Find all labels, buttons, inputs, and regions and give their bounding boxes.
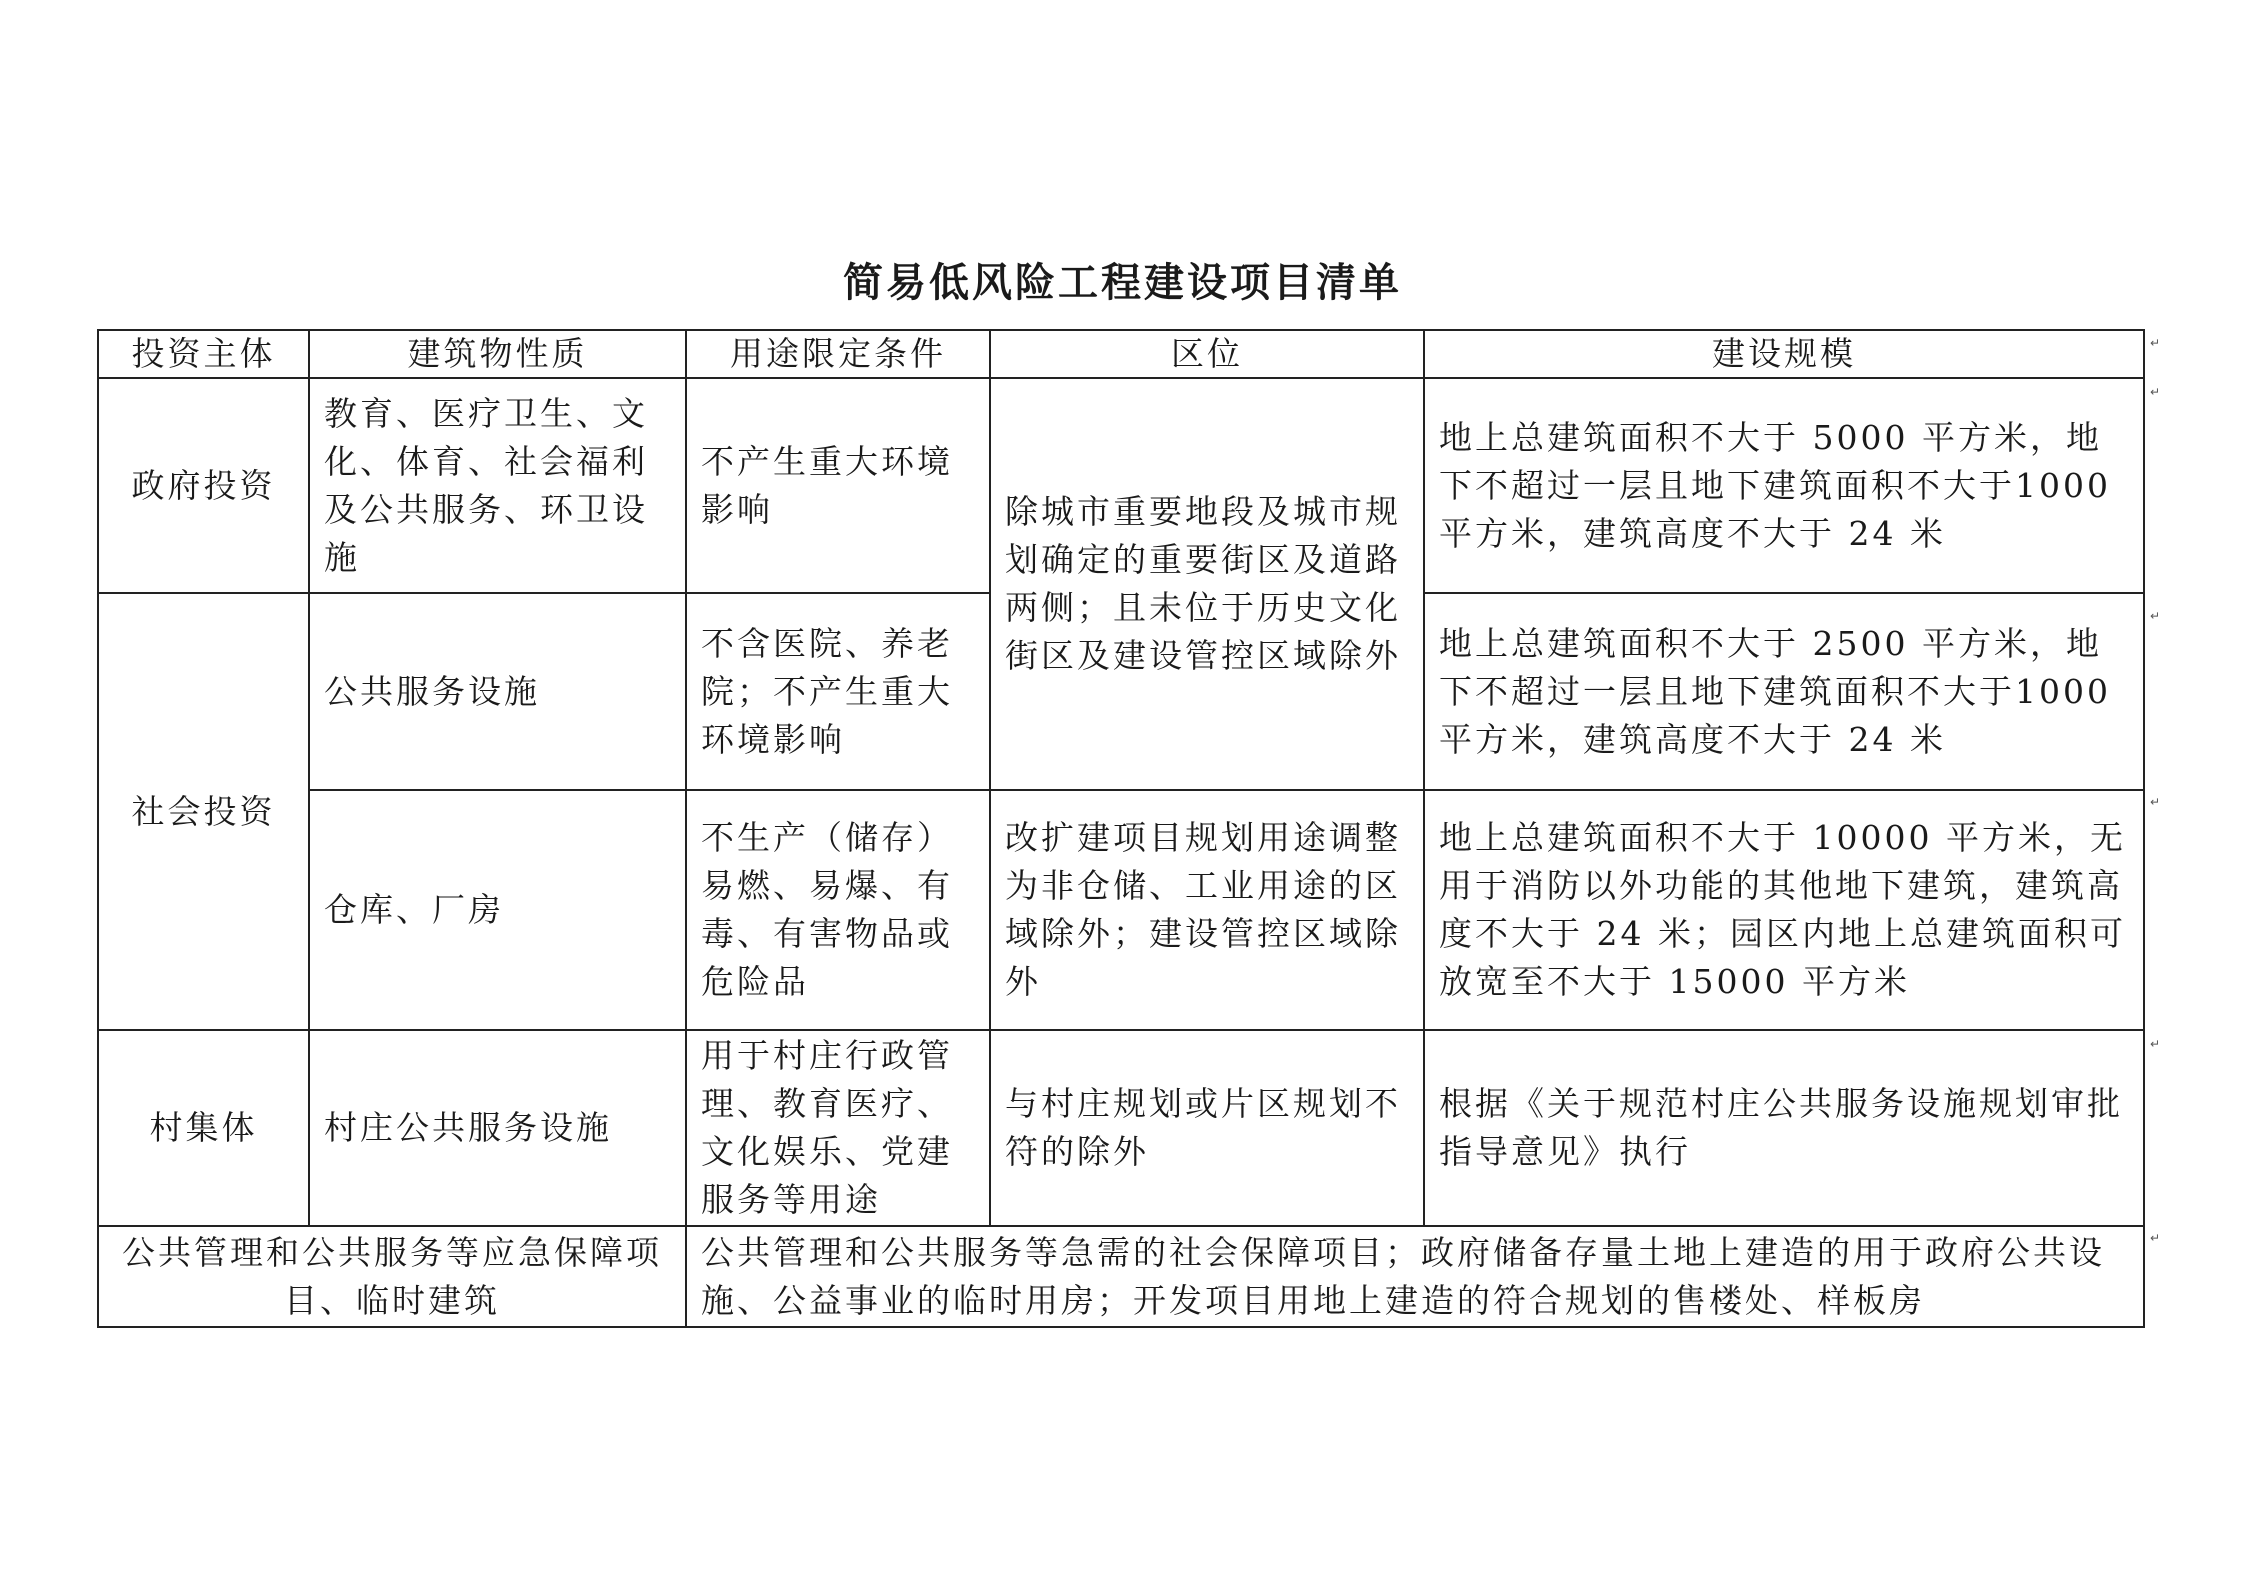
cell-nature-government: 教育、医疗卫生、文化、体育、社会福利及公共服务、环卫设施	[309, 378, 686, 593]
cell-location-warehouse: 改扩建项目规划用途调整为非仓储、工业用途的区域除外；建设管控区域除外	[990, 790, 1424, 1030]
cell-scale-government: 地上总建筑面积不大于 5000 平方米，地下不超过一层且地下建筑面积不大于1000 平方米，建筑高度不大于 24 米	[1424, 378, 2144, 593]
paragraph-mark: ↵	[2150, 1231, 2161, 1245]
paragraph-mark: ↵	[2150, 609, 2161, 623]
cell-usage-village: 用于村庄行政管理、教育医疗、文化娱乐、党建服务等用途	[686, 1030, 990, 1226]
cell-investor-village: 村集体	[98, 1030, 309, 1226]
cell-nature-public-service: 公共服务设施	[309, 593, 686, 790]
cell-emergency-description: 公共管理和公共服务等急需的社会保障项目；政府储备存量土地上建造的用于政府公共设施、公益事业的临时用房；开发项目用地上建造的符合规划的售楼处、样板房	[686, 1226, 2144, 1327]
cell-nature-warehouse: 仓库、厂房	[309, 790, 686, 1030]
header-location: 区位	[990, 330, 1424, 378]
project-list-table	[97, 329, 2145, 1328]
header-construction-scale: 建设规模	[1424, 330, 2144, 378]
paragraph-mark: ↵	[2150, 1037, 2161, 1051]
cell-usage-government: 不产生重大环境影响	[686, 378, 990, 593]
cell-nature-village: 村庄公共服务设施	[309, 1030, 686, 1226]
cell-investor-social: 社会投资	[98, 593, 309, 1030]
cell-investor-government: 政府投资	[98, 378, 309, 593]
paragraph-mark: ↵	[2150, 336, 2161, 350]
paragraph-mark: ↵	[2150, 795, 2161, 809]
header-usage-conditions: 用途限定条件	[686, 330, 990, 378]
cell-usage-warehouse: 不生产（储存）易燃、易爆、有毒、有害物品或危险品	[686, 790, 990, 1030]
table-row-village	[98, 1030, 2144, 1226]
cell-location-shared: 除城市重要地段及城市规划确定的重要街区及道路两侧；且未位于历史文化街区及建设管控区域除外	[990, 378, 1424, 790]
header-building-nature: 建筑物性质	[309, 330, 686, 378]
document-title: 简易低风险工程建设项目清单	[843, 260, 1402, 306]
table-row-emergency	[98, 1226, 2144, 1327]
cell-scale-public-service: 地上总建筑面积不大于 2500 平方米，地下不超过一层且地下建筑面积不大于1000 平方米，建筑高度不大于 24 米	[1424, 593, 2144, 790]
header-investor: 投资主体	[98, 330, 309, 378]
table-row-government	[98, 378, 2144, 593]
cell-emergency-label: 公共管理和公共服务等应急保障项目、临时建筑	[98, 1226, 686, 1327]
cell-location-village: 与村庄规划或片区规划不符的除外	[990, 1030, 1424, 1226]
table-header-row	[98, 330, 2144, 378]
table-row-social-warehouse	[98, 790, 2144, 1030]
paragraph-mark: ↵	[2150, 385, 2161, 399]
cell-scale-warehouse: 地上总建筑面积不大于 10000 平方米，无用于消防以外功能的其他地下建筑，建筑高度不大于 24 米；园区内地上总建筑面积可放宽至不大于 15000 平方米	[1424, 790, 2144, 1030]
cell-scale-village: 根据《关于规范村庄公共服务设施规划审批指导意见》执行	[1424, 1030, 2144, 1226]
cell-usage-public-service: 不含医院、养老院；不产生重大环境影响	[686, 593, 990, 790]
